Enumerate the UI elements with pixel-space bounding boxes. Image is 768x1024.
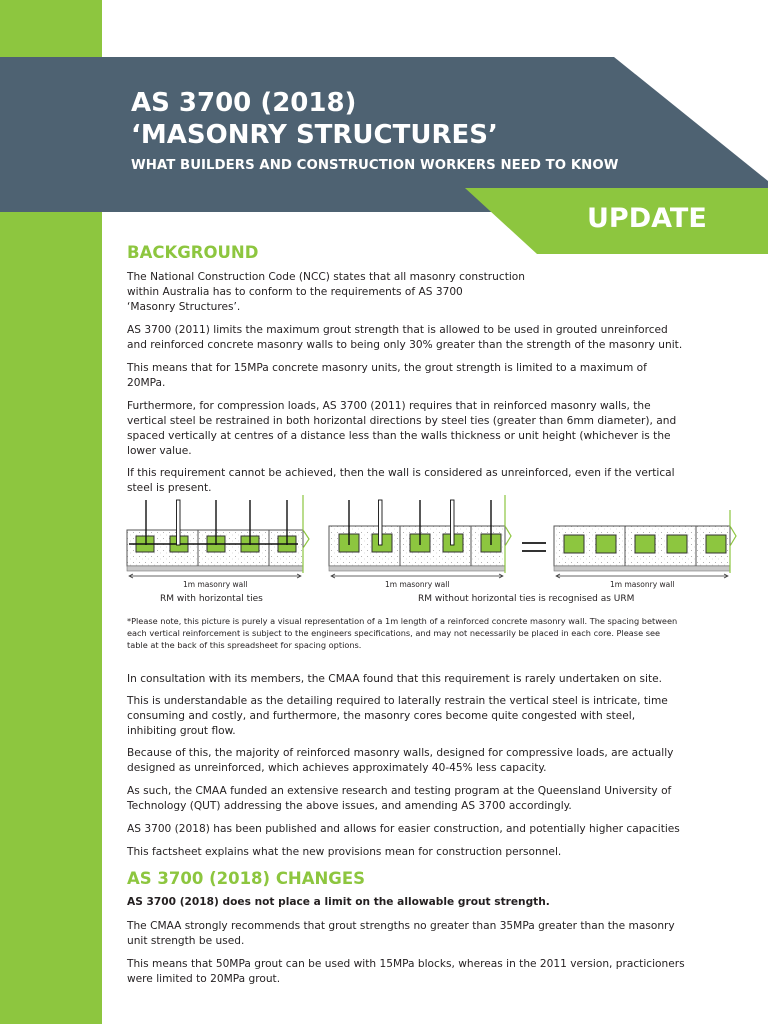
consultation-paragraph-3: Because of this, the majority of reinforced masonry walls, designed for compressive loads, are actually designed as unreinforced, which achieves approximately 40-45% less capacity. [127,747,674,774]
page-subtitle: WHAT BUILDERS AND CONSTRUCTION WORKERS NEED TO KNOW [131,158,619,173]
figure-note: *Please note, this picture is purely a visual representation of a 1m length of a reinforced concrete masonry wall. The spacing between each vertical reinforcement is subject to the engineers specifications, and may not necessarily be placed in each core. Please see table at the back of this spreadsheet for spacing options. [127,616,678,650]
background-paragraph-2: AS 3700 (2011) limits the maximum grout strength that is allowed to be used in grouted unreinforced and reinforced concrete masonry walls to being only 30% greater than the strength of the masonry unit. [127,324,683,351]
wall-urm [554,510,736,578]
consultation-paragraph-6: This factsheet explains what the new provisions mean for construction personnel. [127,846,562,858]
dimension-label-3: 1m masonry wall [610,580,675,589]
background-heading: BACKGROUND [127,243,259,262]
consultation-paragraph-5: AS 3700 (2018) has been published and allows for easier construction, and potentially higher capacities [127,823,680,835]
background-paragraph-1: The National Construction Code (NCC) states that all masonry construction within Australia has to conform to the requirements of AS 3700 ‘Masonry Structures’. [127,271,525,313]
page-title-line-2: ‘MASONRY STRUCTURES’ [131,120,498,150]
figure-caption-1: RM with horizontal ties [160,594,263,604]
consultation-paragraph-1: In consultation with its members, the CMAA found that this requirement is rarely undertaken on site. [127,673,663,685]
page-title-line-1: AS 3700 (2018) [131,88,357,118]
dimension-label-2: 1m masonry wall [385,580,450,589]
background-paragraph-5: If this requirement cannot be achieved, then the wall is considered as unreinforced, even if the vertical steel is present. [127,467,675,494]
background-paragraph-3: This means that for 15MPa concrete masonry units, the grout strength is limited to a maximum of 20MPa. [127,362,647,389]
consultation-paragraph-4: As such, the CMAA funded an extensive research and testing program at the Queensland University of Technology (QUT) addressing the above issues, and amending AS 3700 accordingly. [127,785,672,812]
changes-paragraph-1: The CMAA strongly recommends that grout strengths no greater than 35MPa greater than the masonry unit strength be used. [127,920,675,947]
changes-heading: AS 3700 (2018) CHANGES [127,869,366,888]
dimension-label-1: 1m masonry wall [183,580,248,589]
equals-sign [522,543,546,551]
changes-paragraph-2: This means that 50MPa grout can be used with 15MPa blocks, whereas in the 2011 version, practicioners were limited to 20MPa grout. [127,958,685,985]
background-paragraph-4: Furthermore, for compression loads, AS 3700 (2011) requires that in reinforced masonry walls, the vertical steel be restrained in both horizontal directions by steel ties (greater than 6mm diameter), and spaced vertically at centres of a distance less than the walls thickness or unit height (whichever is the lower value. [127,400,677,457]
figure-caption-2: RM without horizontal ties is recognised as URM [418,594,635,604]
wall-rm-with-ties [127,495,309,578]
consultation-paragraph-2: This is understandable as the detailing required to laterally restrain the vertical steel is intricate, time consuming and costly, and furthermore, the masonry cores become quite congested with steel, inhibiting grout flow. [127,695,668,737]
changes-bold-statement: AS 3700 (2018) does not place a limit on the allowable grout strength. [127,896,550,908]
wall-rm-without-ties [329,495,511,578]
update-badge: UPDATE [587,203,707,234]
